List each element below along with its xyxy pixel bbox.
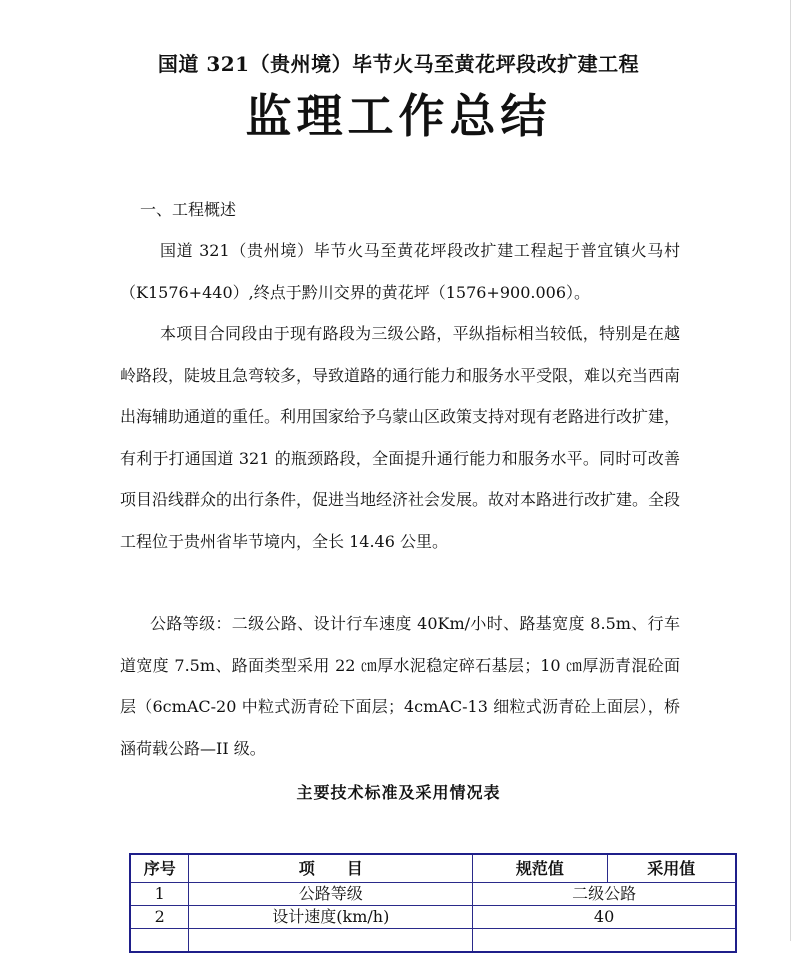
paragraph-project-background: 本项目合同段由于现有路段为三级公路，平纵指标相当较低，特别是在越岭路段，陡坡且急弯较多，导致道路的通行能力和服务水平受限，难以充当西南出海辅助通道的重任。利用国家给予乌蒙山区政策支持对现有老路进行改扩建，有利于打通国道 321 的瓶颈路段，全面提升通行能力和服务水平。同时可改善项目沿线群众的出行条件，促进当地经济社会发展。故对本路进行改扩建。全段工程位于贵州省毕节境内，全长 14.46 公里。: [120, 324, 681, 551]
header-item: 项 目: [189, 854, 473, 883]
document-title: 监理工作总结: [245, 89, 552, 143]
row-item: 公路等级: [189, 883, 473, 906]
table-row: [130, 883, 736, 906]
section-heading: 一、工程概述: [140, 200, 237, 219]
row-item: 设计速度(km/h): [189, 906, 473, 929]
paragraph-project-location: 国道 321（贵州境）毕节火马至黄花坪段改扩建工程起于普宜镇火马村（K1576+440）,终点于黔川交界的黄花坪（1576+900.006）。: [120, 241, 680, 302]
header-no: 序号: [130, 854, 189, 883]
technical-standards-table: [129, 853, 737, 953]
table-row: [130, 906, 736, 929]
table-caption: 主要技术标准及采用情况表: [296, 783, 501, 802]
table-header-row: [130, 854, 736, 883]
paragraph-road-standards: 公路等级：二级公路、设计行车速度 40Km/小时、路基宽度 8.5m、行车道宽度 7.5m、路面类型采用 22 ㎝厚水泥稳定碎石基层；10 ㎝厚沥青混砼面层（6cmAC-20 中粒式沥青砼下面层；4cmAC-13 细粒式沥青砼上面层），桥涵荷载公路—II 级。: [120, 614, 680, 758]
table-row-cut-off: [130, 929, 736, 953]
row-no: 2: [130, 906, 189, 929]
row-value: 40: [473, 906, 736, 929]
row-no: 1: [130, 883, 189, 906]
header-adopt: 采用值: [607, 854, 736, 883]
project-subtitle: 国道 321（贵州境）毕节火马至黄花坪段改扩建工程: [157, 52, 640, 76]
row-value: 二级公路: [473, 883, 736, 906]
header-norm: 规范值: [473, 854, 607, 883]
